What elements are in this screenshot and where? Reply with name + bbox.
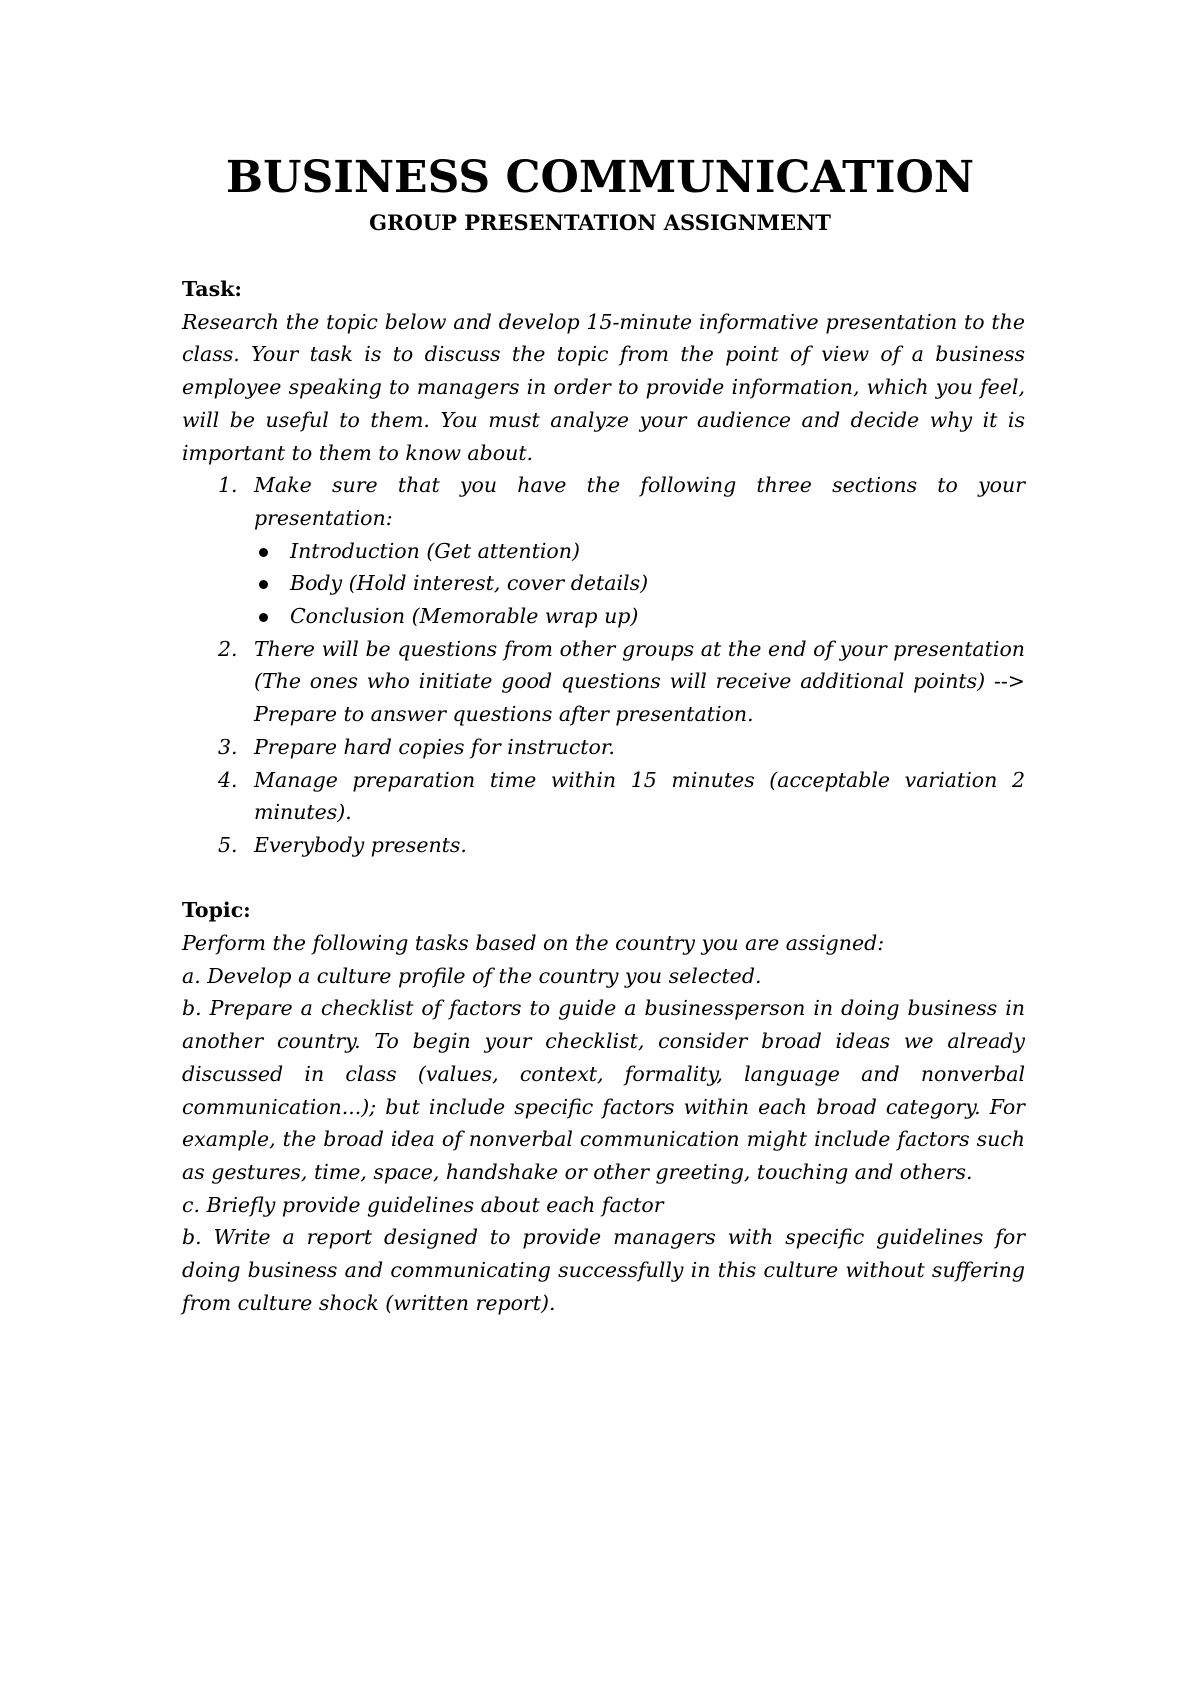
task-intro: Research the topic below and develop 15-minute informative presentation to the class. Your task is to discuss the topic from the point of view of a business employee speaking to managers in order to provide information, which you feel, will be useful to them. You must analyze your audience and decide why it is important to them to know about. <box>182 309 1025 465</box>
task-item <box>182 764 1025 829</box>
task-item-text: Prepare hard copies for instructor. <box>254 734 615 759</box>
task-item-number: 1. <box>218 473 238 498</box>
bullet-item <box>254 535 1025 568</box>
task-item <box>182 829 1025 862</box>
bullet-text: Introduction (Get attention) <box>290 538 580 563</box>
section-spacer <box>182 862 1025 895</box>
topic-heading: Topic: <box>182 898 251 923</box>
task-item <box>182 469 1025 633</box>
task-item-text: Everybody presents. <box>254 832 467 857</box>
task-item <box>182 731 1025 764</box>
document-title: BUSINESS COMMUNICATION <box>225 152 975 203</box>
task-item-number: 5. <box>218 832 238 857</box>
task-item-number: 3. <box>218 734 238 759</box>
topic-line: b. Prepare a checklist of factors to guide a businessperson in doing business in another country. To begin your checklist, consider broad ideas we already discussed in class (values, context, formality, language and nonverbal communication...); but include specific factors within each broad category. For example, the broad idea of nonverbal communication might include factors such as gestures, time, space, handshake or other greeting, touching and others. <box>182 996 1025 1184</box>
bullet-item <box>254 567 1025 600</box>
task-item-number: 4. <box>218 767 238 792</box>
bullet-text: Body (Hold interest, cover details) <box>290 571 649 596</box>
task-item-text: There will be questions from other groups at the end of your presentation (The ones who initiate good questions will receive additional points) --> Prepare to answer questions after presentation. <box>254 636 1025 727</box>
task-item-number: 2. <box>218 636 238 661</box>
topic-line: a. Develop a culture profile of the country you selected. <box>182 963 762 988</box>
task-heading: Task: <box>182 277 242 301</box>
bullet-item <box>254 600 1025 633</box>
topic-line: b. Write a report designed to provide managers with specific guidelines for doing business and communicating successfully in this culture without suffering from culture shock (written report). <box>182 1225 1025 1315</box>
document-subtitle: GROUP PRESENTATION ASSIGNMENT <box>369 210 831 235</box>
task-list <box>182 469 1025 861</box>
task-item <box>182 633 1025 731</box>
bullet-icon <box>259 613 268 622</box>
bullet-icon <box>259 548 268 557</box>
bullet-icon <box>259 580 268 589</box>
bullet-text: Conclusion (Memorable wrap up) <box>290 604 639 629</box>
document-body <box>182 273 1025 1319</box>
task-item-text: Make sure that you have the following three sections to your presentation: <box>254 473 1025 530</box>
task-item-text: Manage preparation time within 15 minutes (acceptable variation 2 minutes). <box>254 767 1025 825</box>
topic-intro: Perform the following tasks based on the country you are assigned: <box>182 931 885 956</box>
topic-line: c. Briefly provide guidelines about each factor <box>182 1192 664 1217</box>
section-bullet-list <box>254 535 1025 633</box>
